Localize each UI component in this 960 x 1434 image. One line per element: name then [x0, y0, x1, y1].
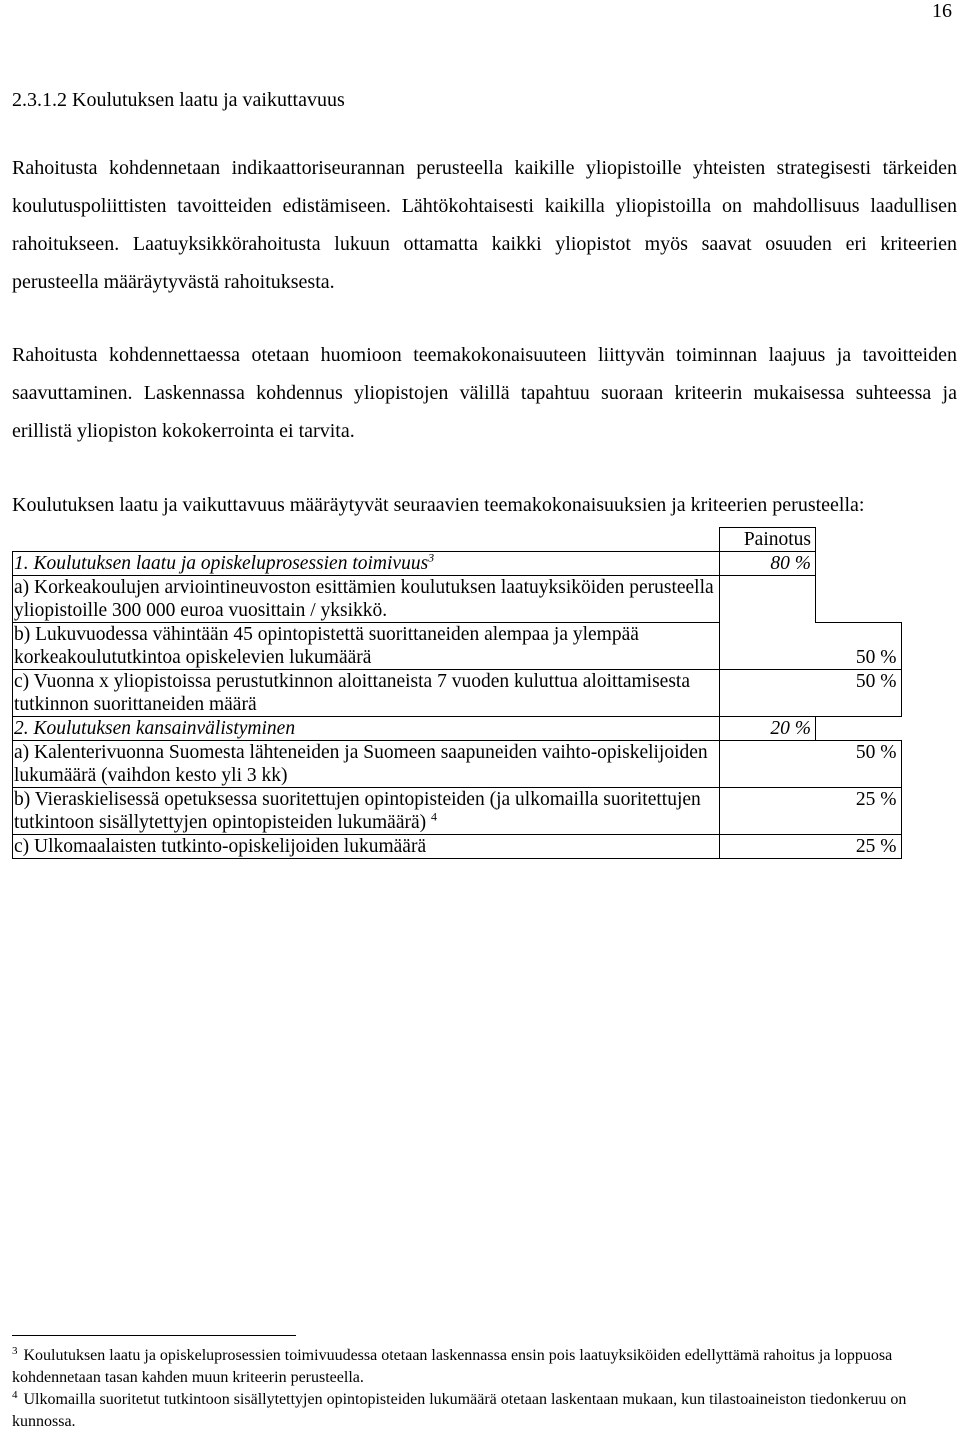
criterion-weight: 50 %: [816, 670, 902, 717]
criterion-text: c) Vuonna x yliopistoissa perustutkinnon aloittaneista 7 vuoden kuluttua aloittamisesta tutkinnon suorittaneiden määrä: [13, 670, 720, 717]
footnote-text: Koulutuksen laatu ja opiskeluprosessien toimivuudessa otetaan laskennassa ensin pois laatuyksiköiden edellyttämä rahoitus ja loppuosa kohdennetaan tasan kahden muun kriteerin perusteella.: [12, 1347, 893, 1386]
table-row: [13, 741, 902, 788]
criteria-table: [12, 527, 902, 859]
criterion-weight: [816, 576, 902, 623]
criterion-weight: 25 %: [816, 835, 902, 859]
criterion-text: c) Ulkomaalaisten tutkinto-opiskelijoiden lukumäärä: [13, 835, 720, 859]
footnote-text: Ulkomailla suoritetut tutkintoon sisällytettyjen opintopisteiden lukumäärä otetaan laskentaan mukaan, kun tilastoaineiston tiedonkeruu on kunnossa.: [12, 1391, 907, 1430]
footnote-4: [12, 1389, 942, 1433]
table-row: [13, 576, 902, 623]
paragraph-2: Rahoitusta kohdennettaessa otetaan huomioon teemakokonaisuuteen liittyvän toiminnan laajuus ja tavoitteiden saavuttaminen. Laskennassa kohdennus yliopistojen välillä tapahtuu suoraan kriteerin mukaisessa suhteessa ja erillistä yliopiston kokokerrointa ei tarvita.: [12, 344, 957, 442]
criterion-text: b) Vieraskielisessä opetuksessa suoritettujen opintopisteiden (ja ulkomailla suoritettujen tutkintoon sisällytettyjen opintopisteiden lukumäärä) $^4$: [13, 788, 720, 835]
table-row: [13, 835, 902, 859]
paragraph-3: Koulutuksen laatu ja vaikuttavuus määräytyvät seuraavien teemakokonaisuuksien ja kriteerien perusteella:: [12, 494, 865, 516]
table-row: [13, 670, 902, 717]
criterion-weight: 25 %: [816, 788, 902, 835]
footnote-ref: 4: [431, 809, 438, 824]
footnote-divider: [12, 1335, 296, 1336]
footnote-ref: 3: [428, 550, 435, 565]
theme-row: [13, 717, 902, 741]
theme-label: 1. Koulutuksen laatu ja opiskeluprosessien toimivuus$^3$: [13, 552, 720, 576]
criterion-text: a) Korkeakoulujen arviointineuvoston esittämien koulutuksen laatuyksiköiden perusteella yliopistoille 300 000 euroa vuosittain / yksikkö.: [13, 576, 720, 623]
theme-weight: 80 %: [720, 552, 816, 576]
weight-header: Painotus: [720, 528, 816, 552]
theme-row: [13, 552, 902, 576]
criterion-text: a) Kalenterivuonna Suomesta lähteneiden ja Suomeen saapuneiden vaihto-opiskelijoiden lukumäärä (vaihdon kesto yli 3 kk): [13, 741, 720, 788]
footnote-number: 3: [12, 1344, 18, 1357]
paragraph-1: Rahoitusta kohdennetaan indikaattoriseurannan perusteella kaikille yliopistoille yhteisten strategisesti tärkeiden koulutuspoliittisten tavoitteiden edistämiseen. Lähtökohtaisesti kaikilla yliopistoilla on mahdollisuus laadullisen rahoitukseen. Laatuyksikkörahoitusta lukuun ottamatta kaikki yliopistot myös saavat osuuden eri kriteerien perusteella määräytyvästä rahoituksesta.: [12, 157, 957, 293]
criterion-text: b) Lukuvuodessa vähintään 45 opintopistettä suorittaneiden alempaa ja ylempää korkeakoulututkintoa opiskelevien lukumäärä: [13, 623, 720, 670]
table-header-row: [13, 528, 902, 552]
section-heading: 2.3.1.2 Koulutuksen laatu ja vaikuttavuus: [12, 89, 345, 111]
footnote-number: 4: [12, 1388, 18, 1401]
theme-weight: 20 %: [720, 717, 816, 741]
criterion-weight: 50 %: [816, 623, 902, 670]
theme-label: 2. Koulutuksen kansainvälistyminen: [13, 717, 720, 741]
page-number: 16: [932, 0, 952, 22]
table-row: [13, 623, 902, 670]
footnote-3: [12, 1345, 942, 1389]
table-row: [13, 788, 902, 835]
criterion-weight: 50 %: [816, 741, 902, 788]
